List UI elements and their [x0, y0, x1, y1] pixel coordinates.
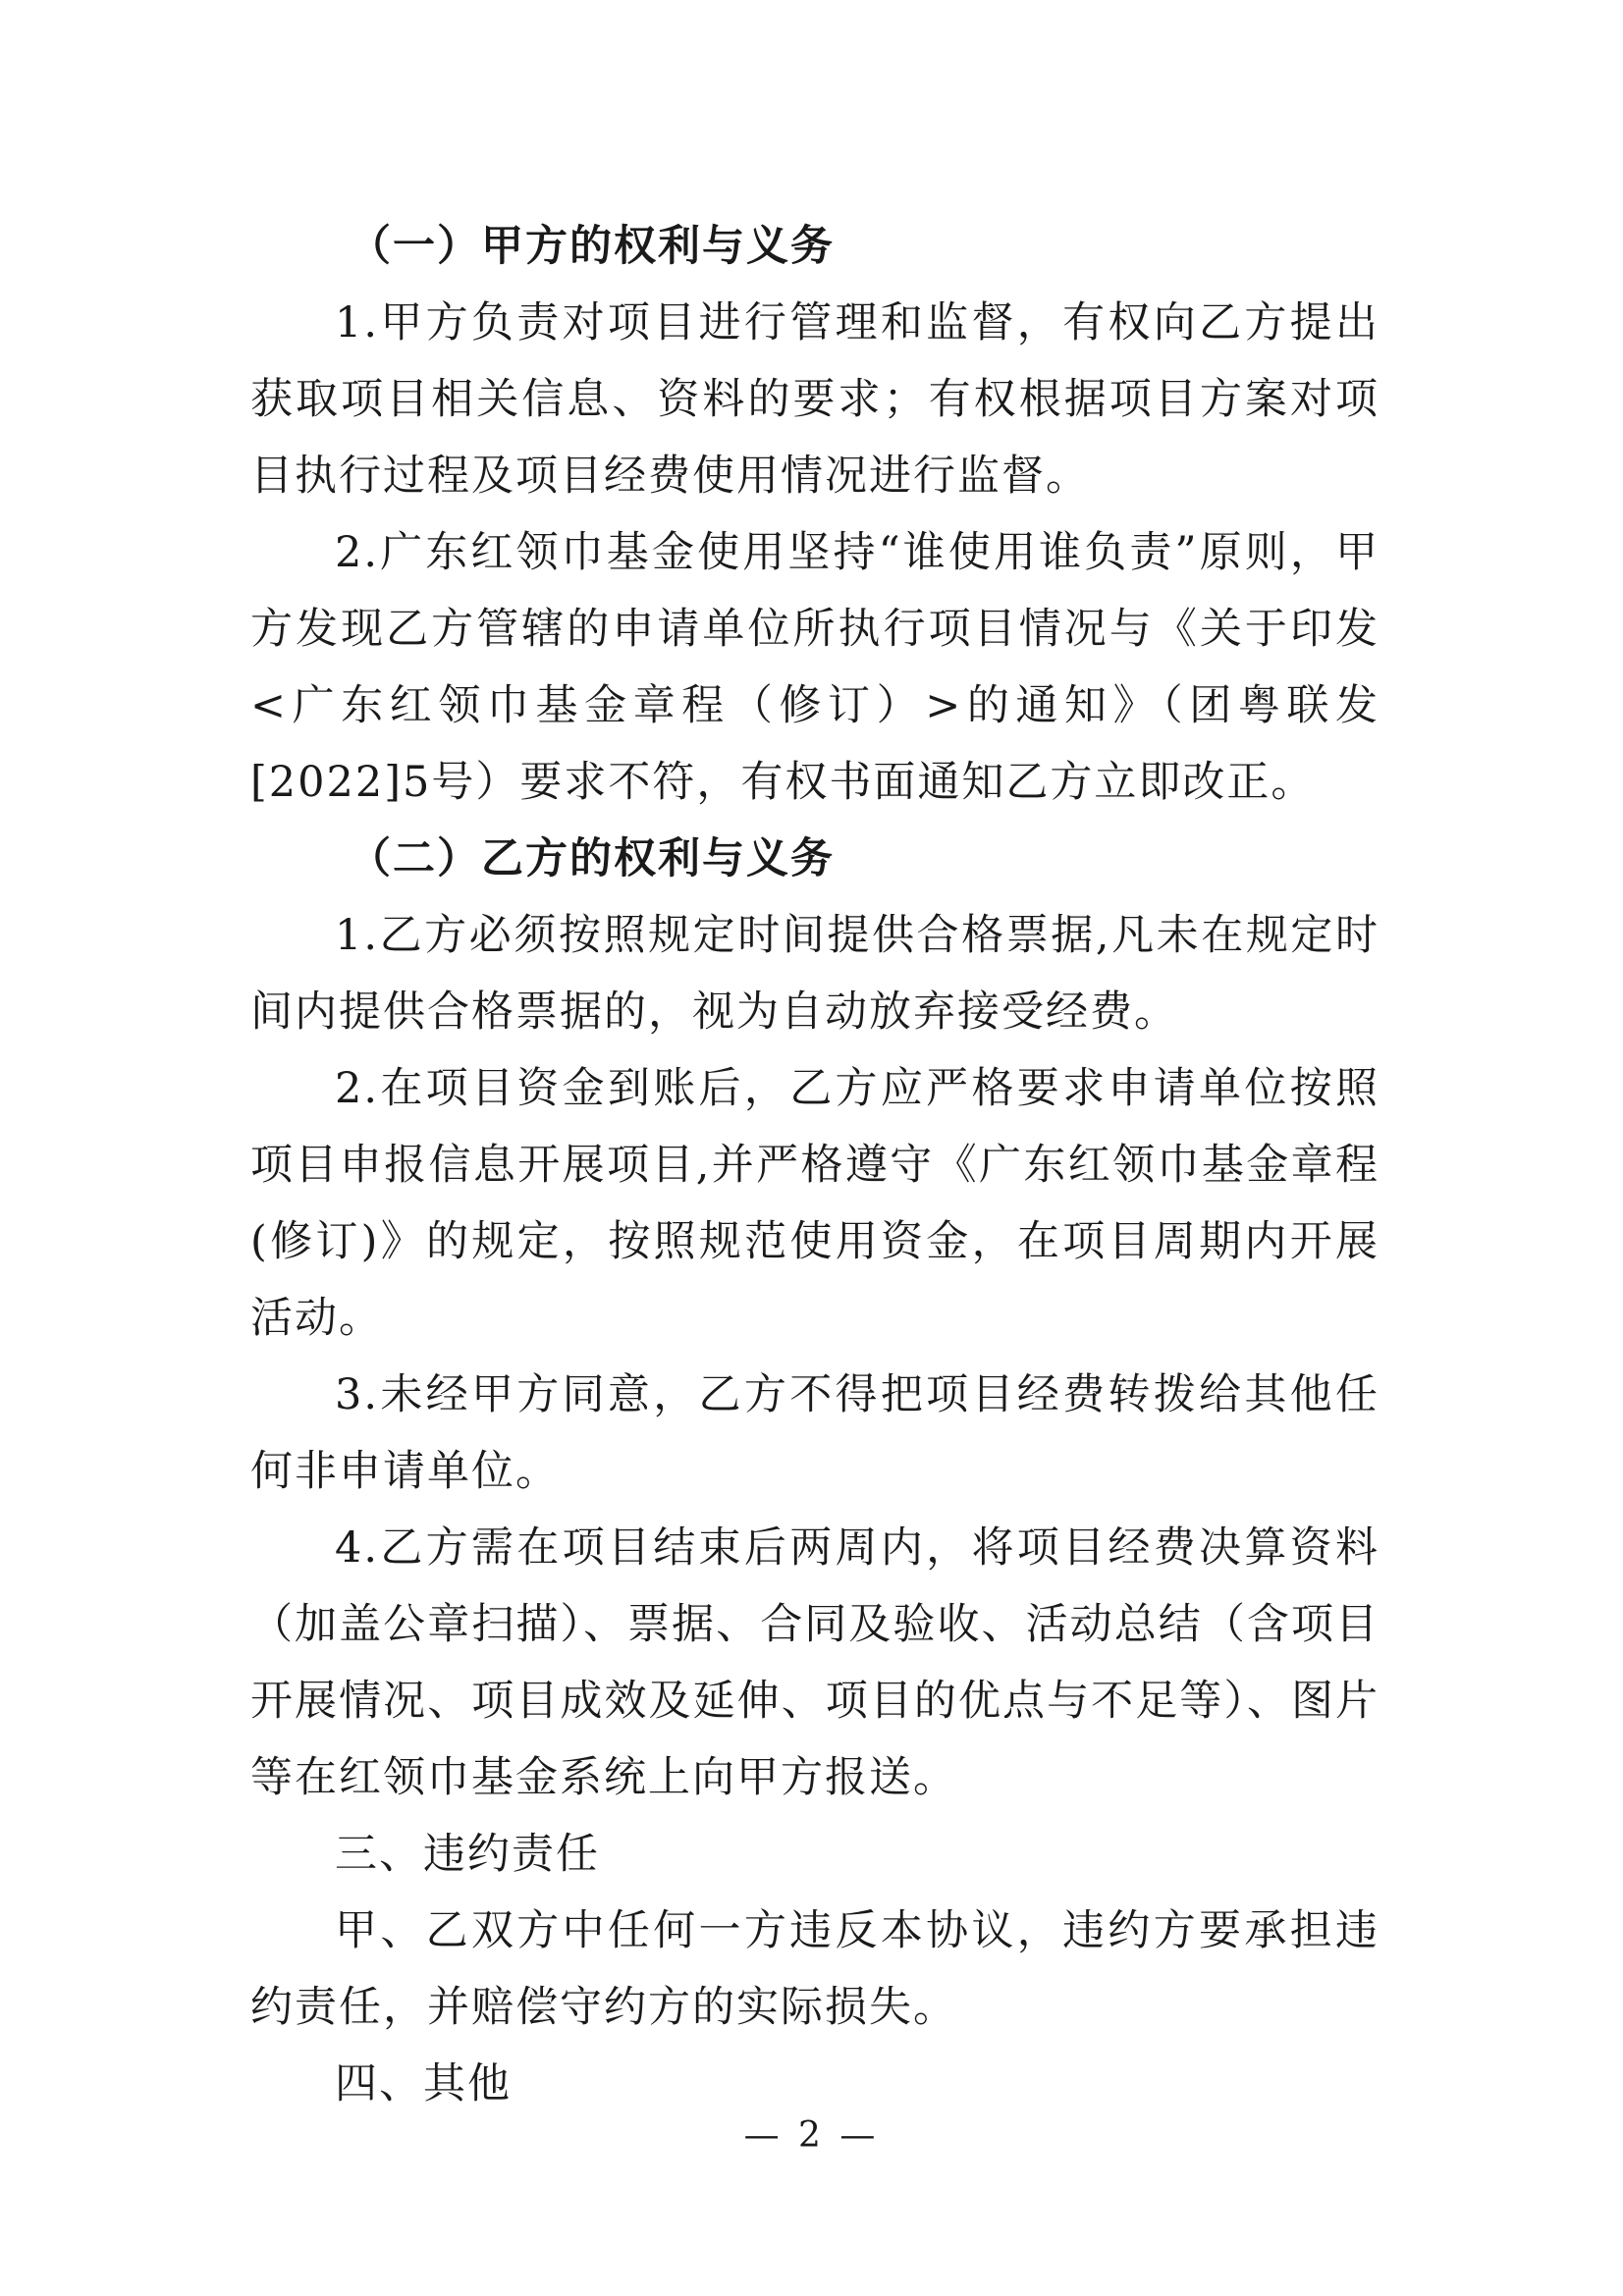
section-heading-party-a: （一）甲方的权利与义务 [349, 222, 835, 271]
paragraph-b3: 3.未经甲方同意，乙方不得把项目经费转拨给其他任何非申请单位。 [250, 1370, 1380, 1496]
paragraph-b2: 2.在项目资金到账后，乙方应严格要求申请单位按照项目申报信息开展项目,并严格遵守《广东红领巾基金章程(修订)》的规定，按照规范使用资金，在项目周期内开展活动。 [250, 1064, 1380, 1343]
paragraph-a1: 1.甲方负责对项目进行管理和监督，有权向乙方提出获取项目相关信息、资料的要求；有权根据项目方案对项目执行过程及项目经费使用情况进行监督。 [250, 298, 1380, 501]
document-body [250, 208, 1380, 2122]
page-number: — 2 — [743, 2115, 880, 2156]
section-heading-other: 四、其他 [335, 2059, 512, 2109]
paragraph-b1: 1.乙方必须按照规定时间提供合格票据,凡未在规定时间内提供合格票据的，视为自动放弃接受经费。 [250, 911, 1380, 1037]
paragraph-breach: 甲、乙双方中任何一方违反本协议，违约方要承担违约责任，并赔偿守约方的实际损失。 [250, 1906, 1380, 2032]
paragraph-a2: 2.广东红领巾基金使用坚持“谁使用谁负责”原则，甲方发现乙方管辖的申请单位所执行项目情况与《关于印发<广东红领巾基金章程（修订）>的通知》（团粤联发[2022]5号）要求不符，有权书面通知乙方立即改正。 [250, 528, 1380, 807]
section-heading-breach: 三、违约责任 [335, 1830, 600, 1879]
section-heading-party-b: （二）乙方的权利与义务 [349, 834, 835, 883]
paragraph-b4: 4.乙方需在项目结束后两周内，将项目经费决算资料（加盖公章扫描）、票据、合同及验收、活动总结（含项目开展情况、项目成效及延伸、项目的优点与不足等）、图片等在红领巾基金系统上向甲方报送。 [250, 1523, 1380, 1802]
